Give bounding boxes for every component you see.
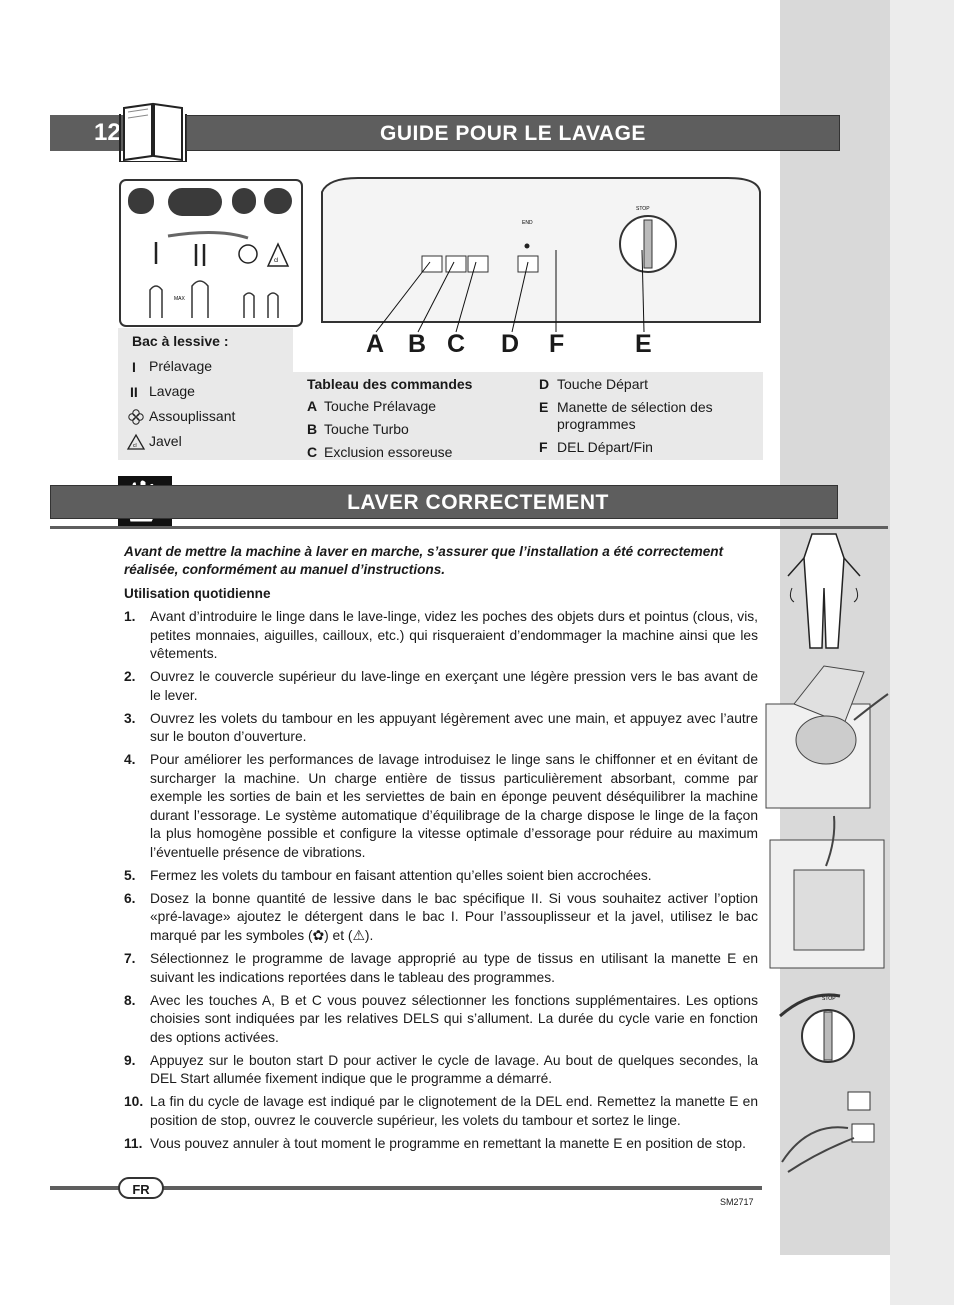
list-item: 7. Sélectionnez le programme de lavage approprié au type de tissus en utilisant la manette E en suivant les indications reportées dans le tableau des programmes.	[124, 951, 758, 985]
label-key-e: Manette de sélection des programmes	[557, 399, 713, 432]
label-wash: Lavage	[149, 383, 195, 399]
label-key-b: Touche Turbo	[324, 421, 409, 437]
start-button-illustration	[778, 1082, 888, 1182]
svg-text:END: END	[522, 220, 533, 226]
drum-loading-illustration	[764, 810, 890, 970]
steps-list	[124, 608, 758, 1158]
key-f: F	[539, 439, 548, 455]
list-item: 11. Vous pouvez annuler à tout moment le programme en remettant la manette E en position de stop.	[124, 1135, 746, 1151]
list-item: 1. Avant d’introduire le linge dans le lave-linge, videz les poches des objets durs et pointus (clous, vis, petites monnaies, aiguilles, cailloux, etc.) qui risqueraient d’endommager la machine ainsi que les vêtements.	[124, 609, 758, 661]
callout-letter-c: C	[447, 330, 466, 358]
section-title-laver: LAVER CORRECTEMENT	[50, 485, 838, 519]
garment-pockets-illustration	[784, 528, 864, 654]
language-badge: FR	[118, 1177, 164, 1199]
controls-table	[293, 372, 763, 460]
section-title-guide: GUIDE POUR LE LAVAGE	[186, 115, 840, 151]
label-bleach: Javel	[149, 433, 182, 449]
detergent-legend	[118, 328, 293, 460]
symbol-wash: II	[130, 384, 138, 400]
label-key-a: Touche Prélavage	[324, 398, 437, 414]
callout-lines	[360, 250, 660, 340]
symbol-prewash: I	[132, 359, 136, 375]
document-reference: SM2717	[720, 1197, 754, 1207]
flower-icon	[127, 408, 145, 426]
callout-letter-d: D	[501, 330, 520, 358]
key-e: E	[539, 399, 549, 415]
list-item: 9. Appuyez sur le bouton start D pour activer le cycle de lavage. Au bout de quelques secondes, la DEL Start allumée fixement indique que le programme a démarré.	[124, 1052, 758, 1087]
list-item: 3. Ouvrez les volets du tambour en les appuyant légèrement avec une main, et appuyez avec l’autre sur le bouton d’ouverture.	[124, 710, 758, 745]
controls-table-title: Tableau des commandes	[307, 376, 473, 392]
svg-text:STOP: STOP	[636, 206, 650, 212]
callout-letter-e: E	[635, 330, 652, 358]
key-b: B	[307, 421, 318, 437]
key-d: D	[539, 376, 550, 392]
list-item: 4. Pour améliorer les performances de lavage introduisez le linge sans le chiffonner et en évitant de surcharger la machine. Un charge entière de tissus particulièrement absorbant, comme par exemple les sorties de bain et les serviettes de bain en éponge peuvent déséquilibrer la machine durant l’essorage. Le système automatique d’équilibrage de la charge dispose le linge de la façon la plus homogène possible et configure la vitesse optimale d’essorage pour réduire au maximum l’éventuelle présence de vibrations.	[124, 752, 758, 860]
list-item: 10. La fin du cycle de lavage est indiqué par le clignotement de la DEL end. Remettez la manette E en position de stop, ouvrez le couvercle supérieur, les volets du tambour et sortez le linge.	[124, 1094, 758, 1128]
list-item: 2. Ouvrez le couvercle supérieur du lave-linge en exerçant une légère pression vers le bas avant de le lever.	[124, 669, 758, 703]
book-icon	[118, 100, 188, 162]
label-softener: Assouplissant	[149, 408, 236, 424]
callout-letter-a: A	[366, 330, 385, 358]
label-prewash: Prélavage	[149, 358, 213, 374]
callout-letter-f: F	[549, 330, 565, 358]
callout-letter-b: B	[408, 330, 427, 358]
list-item: 6. Dosez la bonne quantité de lessive dans le bac spécifique II. Si vous souhaitez activer l’option «pré-lavage» ajoutez le détergent dans le bac I. Pour l’assouplisseur et la javel, utilisez le bac marqué par les symboles (✿) et (⚠).	[124, 890, 758, 943]
cl-triangle-icon	[126, 433, 146, 451]
svg-text:cl: cl	[274, 258, 279, 264]
detergent-legend-title: Bac à lessive :	[132, 333, 229, 349]
key-a: A	[307, 398, 318, 414]
key-c: C	[307, 444, 318, 460]
subheading: Utilisation quotidienne	[124, 586, 271, 601]
page-number: 12	[50, 115, 125, 151]
detergent-drawer-illustration	[118, 178, 304, 328]
svg-text:cl: cl	[133, 443, 137, 449]
svg-text:STOP: STOP	[822, 996, 836, 1002]
intro-paragraph: Avant de mettre la machine à laver en marche, s’assurer que l’installation a été correctement réalisée, conformément au manuel d’instructions.	[124, 544, 724, 577]
side-strip-outer	[890, 0, 954, 1305]
list-item: 8. Avec les touches A, B et C vous pouvez sélectionner les fonctions supplémentaires. Les options choisies sont indiquées par les relatives DELS qui s’allument. La durée du cycle varie en fonction des options activées.	[124, 992, 758, 1045]
program-dial-illustration	[770, 986, 886, 1082]
label-key-f: DEL Départ/Fin	[557, 439, 653, 455]
list-item: 5. Fermez les volets du tambour en faisant attention qu’elles soient bien accrochées.	[124, 867, 652, 883]
label-key-d: Touche Départ	[557, 376, 649, 392]
open-lid-illustration	[764, 664, 890, 810]
svg-text:MAX: MAX	[174, 296, 185, 302]
label-key-c: Exclusion essoreuse	[324, 444, 453, 460]
divider	[50, 526, 888, 529]
